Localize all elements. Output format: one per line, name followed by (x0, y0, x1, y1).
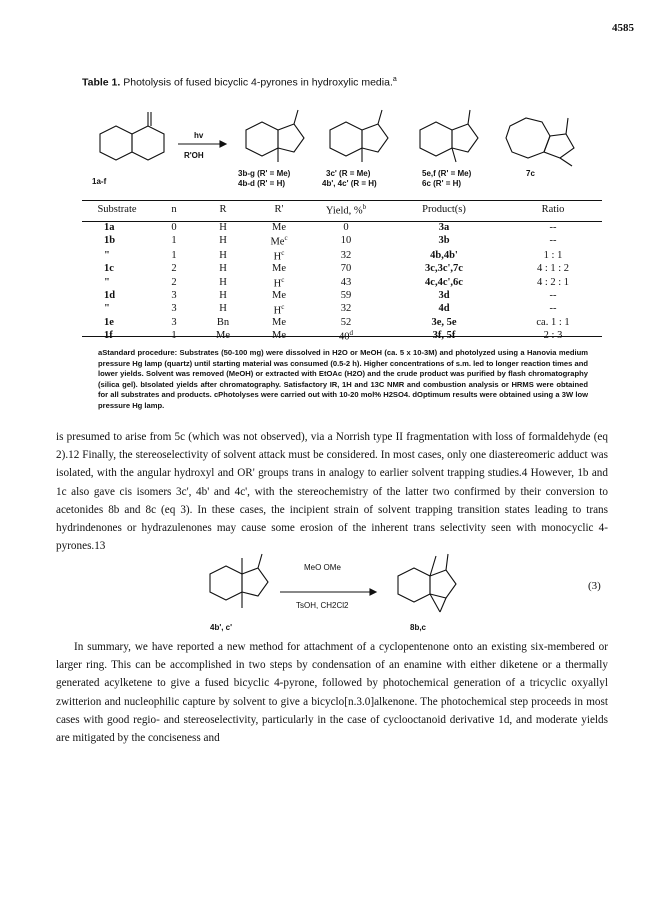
structure-4b-c (210, 554, 268, 608)
cell-r-prime: $H^c$ (273, 275, 285, 290)
structure-5 (506, 118, 574, 166)
paragraph-2-text: In summary, we have reported a new method for attachment of a cyclopentenone onto an existing six-membered or larger ring. This can be accomplished in two steps by condensation of an enamine with either diketene or a thermally generated acylketene to give a fused bicyclic 4-pyrone, followed by photochemical generation of a tricyclic oxyallyl zwitterion and nucleophilic capture by solvent to give a bicyclo[n.3.0]alkenone. The photochemical step proceeds in most cases with good regio- and stereoselectivity, particularly in the case of cyclooctanoid derivative 1d, and moderate yields are mitigated by the conciseness and (56, 641, 608, 745)
cell-r-prime-mark: c (281, 302, 285, 311)
table-caption-text: Photolysis of fused bicyclic 4-pyrones in hydroxylic media. (123, 76, 393, 89)
cell-r: H (219, 303, 227, 315)
equation-number: (3) (588, 580, 601, 592)
cell-n: 1 (171, 234, 177, 246)
cell-r-prime-mark: c (281, 275, 285, 284)
col-yield: Yield, %$^b$ (308, 200, 384, 221)
structure-8b-c (398, 554, 456, 612)
cell-products: 3c,3c',7c (425, 263, 463, 275)
cell-substrate: 1e (104, 316, 114, 328)
cell-ratio: 1 : 1 (543, 249, 563, 261)
cell-substrate: " (104, 303, 110, 315)
cell-r: Me (216, 330, 230, 341)
cell-ratio: -- (549, 234, 557, 246)
cell-yield: 52 (340, 316, 352, 328)
eq3-reagent-top: MeO OMe (304, 563, 341, 572)
cell-yield: 43 (340, 276, 352, 288)
cell-r: H (219, 221, 227, 233)
cell-yield: 59 (340, 289, 352, 301)
cell-products: 3a (438, 221, 450, 233)
table-footnotes: aStandard procedure: Substrates (50-100 mg) were dissolved in H2O or MeOH (ca. 5 x 10-3M) and photolyzed using a Hanovia medium pressure Hg lamp (quartz) until starting material was consumed (0.5-2 h). Higher concentrations of s.m. led to longer reaction times and lower yields. Solvent was removed (MeOH) or extracted with EtOAc (H2O) and the crude product was purified by flash chromatography (silica gel). bIsolated yields after chromatography. Satisfactory IR, 1H and 13C NMR and combustion analysis or HRMS were obtained for all substrates and products. cPhotolyses were carried out with 10-20 mol% H2SO4. dOptimum results were obtained using a 3W low pressure Hg lamp. (98, 348, 588, 410)
col-r-prime: R' (250, 200, 308, 221)
cell-r: H (219, 249, 227, 261)
cell-r-prime: Me (272, 263, 286, 275)
cell-r: H (219, 289, 227, 301)
cell-n: 1 (171, 330, 177, 341)
cell-yield: 0 (343, 221, 349, 233)
cell-substrate: " (104, 276, 110, 288)
cell-r: H (219, 234, 227, 246)
structure-1 (100, 112, 164, 160)
table-row (82, 275, 602, 290)
table-bottom-rule (82, 336, 602, 337)
cell-ratio: ca. 1 : 1 (536, 316, 570, 328)
cell-r-prime: Me (272, 221, 286, 233)
cell-n: 0 (171, 221, 177, 233)
table-row (82, 221, 602, 233)
paragraph-1: is presumed to arise from 5c (which was not observed), via a Norrish type II fragmentation with loss of formaldehyde (eq 2).12 Finally, the stereoselectivity of solvent attack must be considered. In most cases, only one diastereomeric adduct was isolated, with the angular hydroxyl and OR' groups trans in analogy to earlier solvent trapping studies.4 However, 1b and 1c also gave cis isomers 3c', 4b' and 4c', with the stereochemistry of the latter two confirmed by their conversion to acetonides 8b and 8c (eq 3). In these cases, the incipient strain of solvent trapping transition states leading to trans hydrindenones or hydrazulenones may cause some erosion of the inherent trans selectivity seen with monocyclic 4-pyrones.13 (56, 431, 608, 553)
table-header-row (82, 200, 602, 221)
structure-4 (420, 110, 478, 162)
scheme-product-2-label2: 4b', 4c' (R = H) (322, 179, 377, 188)
cell-r-prime: Me$^c$ (270, 234, 288, 248)
cell-yield: 32 (340, 303, 352, 315)
table-row (82, 317, 602, 329)
scheme-product-3-label2: 6c (R' = H) (422, 179, 462, 188)
cell-substrate: 1a (104, 221, 115, 233)
scheme-product-2-label: 3c' (R = Me) (326, 169, 371, 178)
scheme-start-label: 1a-f (92, 177, 107, 186)
scheme-arrow-bottom: R'OH (184, 151, 204, 160)
eq3-product-label: 8b,c (410, 623, 427, 632)
table-row (82, 302, 602, 317)
cell-substrate: 1c (104, 263, 114, 275)
cell-n: 3 (171, 316, 177, 328)
table-row (82, 263, 602, 275)
paragraph-2 (56, 638, 608, 747)
cell-substrate: 1f (104, 330, 113, 341)
cell-n: 2 (171, 263, 177, 275)
cell-n: 2 (171, 276, 177, 288)
col-products: Product(s) (384, 200, 504, 221)
structure-3 (330, 110, 388, 162)
scheme-product-3-label: 5e,f (R' = Me) (422, 169, 472, 178)
eq3-reagent-bottom: TsOH, CH2Cl2 (296, 601, 349, 610)
scheme-product-1-label: 3b-g (R' = Me) (238, 169, 291, 178)
col-n: n (152, 200, 196, 221)
cell-r-prime: $H^c$ (273, 249, 285, 263)
cell-yield: 70 (340, 263, 352, 275)
data-table (82, 200, 602, 343)
col-substrate: Substrate (82, 200, 152, 221)
cell-ratio: -- (549, 221, 557, 233)
cell-substrate: " (104, 249, 110, 261)
cell-ratio: 4 : 2 : 1 (536, 276, 570, 288)
cell-n: 3 (171, 303, 177, 315)
cell-substrate: 1d (104, 289, 116, 301)
cell-products: 4c,4c',6c (425, 276, 463, 288)
reaction-scheme (70, 96, 610, 196)
cell-products: 4b,4b' (430, 249, 458, 261)
table-row (82, 248, 602, 263)
col-ratio: Ratio (504, 200, 602, 221)
cell-r-prime-mark: c (281, 249, 285, 258)
cell-products: 3b (438, 234, 450, 246)
cell-r-prime: $H^c$ (273, 302, 285, 317)
cell-r-prime: Me (272, 289, 286, 301)
cell-r: H (219, 263, 227, 275)
equation-3-scheme (200, 540, 500, 640)
table-caption-mark: a (392, 76, 397, 83)
cell-ratio: 4 : 1 : 2 (536, 263, 570, 275)
cell-products: 3f, 5f (432, 330, 456, 341)
cell-r: H (219, 276, 227, 288)
cell-r-prime-mark: c (284, 234, 288, 243)
cell-r-prime: Me (272, 316, 286, 328)
cell-substrate: 1b (104, 234, 116, 246)
scheme-arrow-top: hv (194, 131, 204, 140)
cell-r-prime: Me (272, 330, 286, 341)
cell-yield: 10 (340, 234, 352, 246)
table-row (82, 290, 602, 302)
table-row (82, 233, 602, 248)
cell-products: 3d (438, 289, 450, 301)
cell-yield-mark: d (349, 329, 353, 338)
cell-ratio: -- (549, 289, 557, 301)
cell-yield: 40$^d$ (339, 329, 353, 343)
table-caption (82, 76, 397, 89)
cell-products: 4d (438, 303, 450, 315)
cell-ratio: 2 : 3 (543, 330, 563, 341)
cell-r: Bn (216, 316, 230, 328)
cell-ratio: -- (549, 303, 557, 315)
col-r: R (196, 200, 250, 221)
table-caption-label: Table 1. (82, 76, 121, 89)
structure-2 (246, 110, 304, 162)
scheme-product-1-label2: 4b-d (R' = H) (238, 179, 286, 188)
eq3-start-label: 4b', c' (210, 623, 233, 632)
page-number: 4585 (612, 22, 634, 34)
yield-mark: b (362, 203, 367, 211)
cell-n: 1 (171, 249, 177, 261)
cell-yield: 32 (340, 249, 352, 261)
cell-products: 3e, 5e (431, 316, 457, 328)
cell-n: 3 (171, 289, 177, 301)
scheme-product-4-label: 7c (526, 169, 535, 178)
